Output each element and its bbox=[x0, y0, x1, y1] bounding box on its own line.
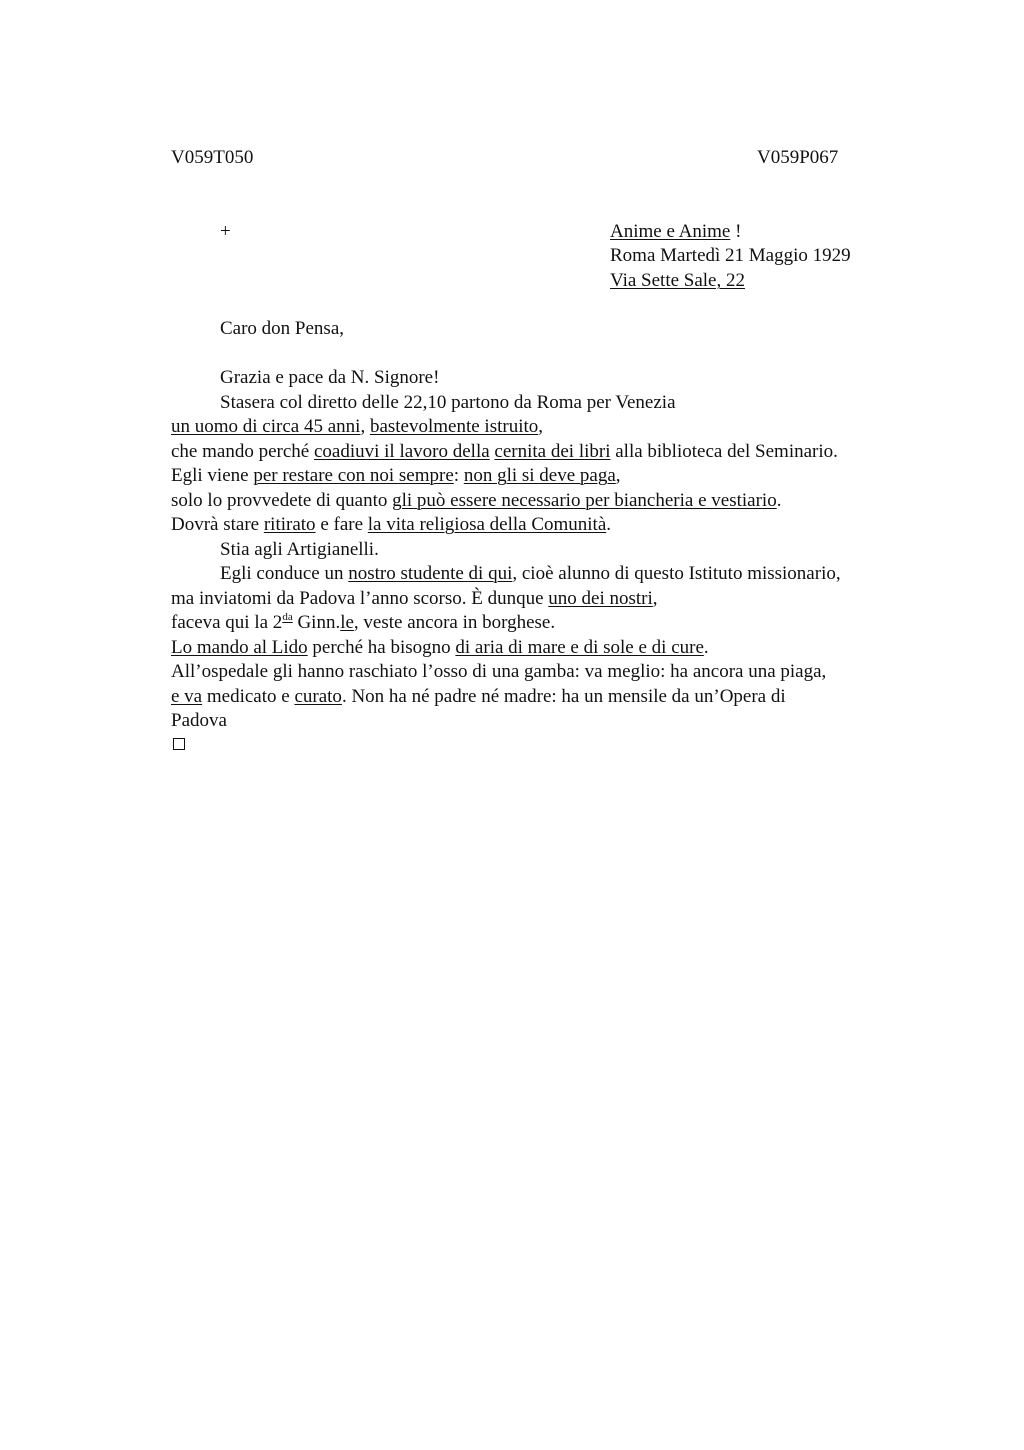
body-text: Egli conduce un bbox=[220, 563, 349, 584]
body-text: , bbox=[538, 416, 544, 437]
body-line-7: Stia agli Artigianelli. bbox=[220, 539, 379, 560]
body-text: Ginn. bbox=[292, 612, 341, 633]
body-text: , cioè alunno di questo Istituto missionario, bbox=[512, 563, 841, 584]
body-text-underlined: di aria di mare e di sole e di cure bbox=[455, 637, 704, 658]
body-text: Dovrà stare bbox=[171, 514, 264, 535]
body-text: e fare bbox=[315, 514, 368, 535]
body-text: , bbox=[615, 465, 621, 486]
body-line-10 bbox=[171, 612, 555, 634]
address-line bbox=[610, 270, 745, 292]
document-code-left: V059T050 bbox=[171, 147, 254, 168]
body-text: perché ha bisogno bbox=[307, 637, 456, 658]
body-text-underlined: le bbox=[340, 612, 354, 633]
motto-text: Anime e Anime bbox=[610, 221, 731, 242]
body-text: Egli viene bbox=[171, 465, 254, 486]
body-text-underlined: e va bbox=[171, 686, 203, 707]
body-text: ma inviatomi da Padova l’anno scorso. È dunque bbox=[171, 588, 549, 609]
body-text-underlined: cernita dei libri bbox=[494, 441, 611, 462]
body-text: che mando perché bbox=[171, 441, 314, 462]
body-text-underlined: un uomo di circa 45 anni bbox=[171, 416, 361, 437]
body-text-underlined: uno dei nostri bbox=[548, 588, 653, 609]
body-text-underlined: bastevolmente istruito bbox=[369, 416, 539, 437]
greeting: Grazia e pace da N. Signore! bbox=[220, 367, 440, 388]
body-line-11 bbox=[171, 637, 709, 659]
body-text-underlined: gli può essere necessario per biancheria e vestiario bbox=[392, 490, 777, 511]
body-text: . bbox=[606, 514, 612, 535]
body-line-3 bbox=[171, 441, 838, 463]
body-text-underlined: Lo mando al Lido bbox=[171, 637, 308, 658]
body-text: : bbox=[453, 465, 464, 486]
body-line-13 bbox=[171, 686, 786, 708]
body-line-14: Padova bbox=[171, 710, 227, 731]
body-line-9 bbox=[171, 588, 658, 610]
body-text: faceva qui la 2 bbox=[171, 612, 283, 633]
body-line-8 bbox=[220, 563, 841, 585]
body-line-2 bbox=[171, 416, 543, 438]
body-text: alla biblioteca del Seminario. bbox=[610, 441, 838, 462]
motto-exclamation: ! bbox=[730, 221, 742, 242]
body-text: , veste ancora in borghese. bbox=[353, 612, 556, 633]
body-text: , bbox=[360, 416, 370, 437]
document-code-right: V059P067 bbox=[757, 147, 839, 168]
body-text: . bbox=[776, 490, 782, 511]
body-text-underlined: per restare con noi sempre bbox=[253, 465, 454, 486]
page-end-box-icon bbox=[173, 738, 185, 750]
body-line-12: All’ospedale gli hanno raschiato l’osso di una gamba: va meglio: ha ancora una piaga, bbox=[171, 661, 827, 682]
body-text: . Non ha né padre né madre: ha un mensile da un’Opera di bbox=[341, 686, 786, 707]
body-line-6 bbox=[171, 514, 611, 536]
body-text-underlined: coadiuvi il lavoro della bbox=[313, 441, 490, 462]
body-text-underlined: non gli si deve paga bbox=[463, 465, 616, 486]
body-line-4 bbox=[171, 465, 621, 487]
superscript-text: da bbox=[282, 611, 293, 623]
body-text: solo lo provvedete di quanto bbox=[171, 490, 393, 511]
motto-line bbox=[610, 221, 741, 243]
body-text-underlined: curato bbox=[294, 686, 342, 707]
body-text: medicato e bbox=[202, 686, 295, 707]
cross-mark: + bbox=[220, 221, 231, 242]
address-text: Via Sette Sale, 22 bbox=[610, 270, 745, 291]
salutation: Caro don Pensa, bbox=[220, 318, 345, 339]
body-text: , bbox=[652, 588, 658, 609]
body-line-5 bbox=[171, 490, 781, 512]
date-line: Roma Martedì 21 Maggio 1929 bbox=[610, 245, 851, 266]
body-line-1: Stasera col diretto delle 22,10 partono da Roma per Venezia bbox=[220, 392, 676, 413]
body-text-underlined: la vita religiosa della Comunità bbox=[367, 514, 607, 535]
body-text-underlined: ritirato bbox=[263, 514, 316, 535]
body-text-underlined: nostro studente di qui bbox=[348, 563, 513, 584]
body-text: . bbox=[703, 637, 709, 658]
